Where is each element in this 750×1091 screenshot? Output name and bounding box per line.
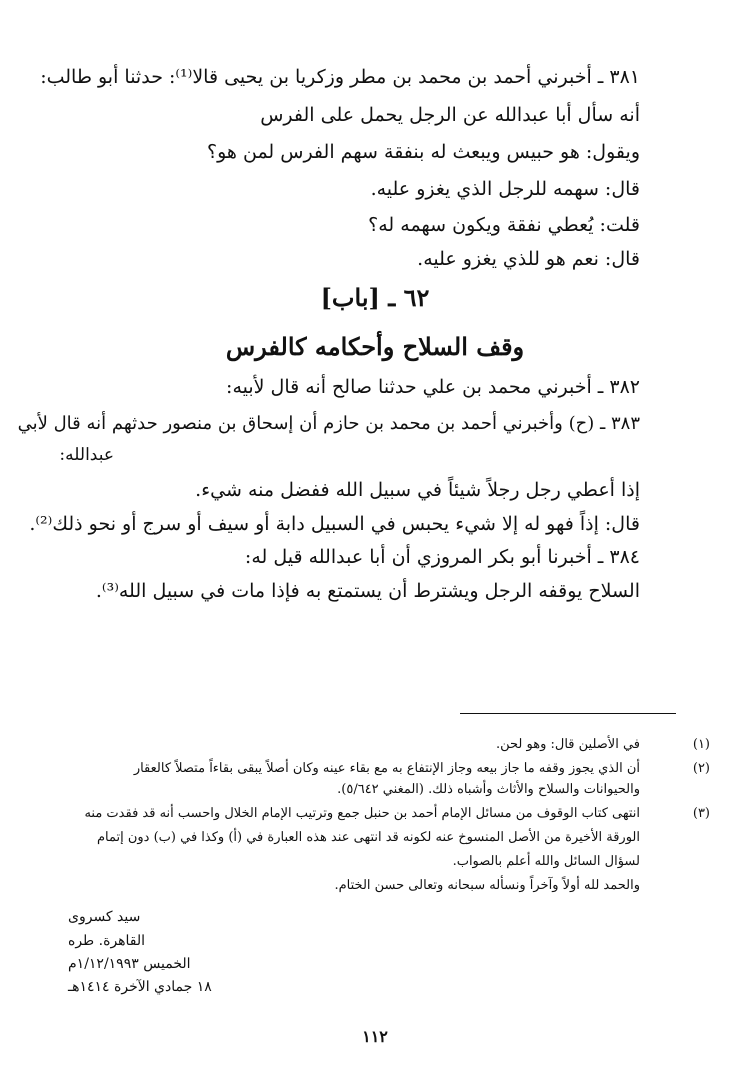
footnote-line: والحيوانات والسلاح والأثاث وأشباه ذلك. (المغني ٥/٦٤٢). [337,782,640,797]
text-line: ٣٨١ ـ أخبرني أحمد بن محمد بن مطر وزكريا بن يحيى قالا⁽¹⁾: حدثنا أبو طالب: [40,66,640,88]
text-line: ٣٨٤ ـ أخبرنا أبو بكر المروزي أن أبا عبدالله قيل له: [244,546,640,568]
footnote-number: (٢) [692,761,710,776]
text-line: قال: نعم هو للذي يغزو عليه. [417,248,640,270]
text-line: ويقول: هو حبيس ويبعث له بنفقة سهم الفرس لمن هو؟ [207,141,640,163]
footnote-number: (٣) [692,806,710,821]
signature-line: القاهرة. طره [68,933,146,949]
page-number: ١١٢ [362,1027,388,1046]
text-line: إذا أعطي رجل رجلاً شيئاً في سبيل الله ففضل منه شيء. [195,479,640,501]
text-line: قال: إذاً فهو له إلا شيء يحبس في السبيل دابة أو سيف أو سرج أو نحو ذلك⁽²⁾. [29,513,640,535]
footnote-line: انتهى كتاب الوقوف من مسائل الإمام أحمد بن حنبل جمع وترتيب الإمام الخلال واحسب أنه قد فقدت منه [84,806,640,821]
text-line: ٣٨٣ ـ (ح) وأخبرني أحمد بن محمد بن حازم أن إسحاق بن منصور حدثهم أنه قال لأبي [17,413,640,434]
text-line: قال: سهمه للرجل الذي يغزو عليه. [370,178,640,200]
footnote-number: (١) [692,737,710,752]
footnote-line: لسؤال السائل والله أعلم بالصواب. [452,854,640,869]
signature-line: الخميس ١/١٢/١٩٩٣م [68,956,191,972]
text-line: قلت: يُعطي نفقة ويكون سهمه له؟ [368,214,640,236]
text-line: السلاح يوقفه الرجل ويشترط أن يستمتع به فإذا مات في سبيل الله⁽³⁾. [95,580,640,602]
text-line: أنه سأل أبا عبدالله عن الرجل يحمل على الفرس [260,104,640,126]
footnote-line: والحمد لله أولاً وآخراً ونسأله سبحانه وتعالى حسن الختام. [334,878,640,893]
chapter-number: ٦٢ ـ [باب] [320,283,430,312]
signature-line: ١٨ جمادي الآخرة ١٤١٤هـ [68,979,212,995]
chapter-title: وقف السلاح وأحكامه كالفرس [225,332,525,361]
text-line: ٣٨٢ ـ أخبرني محمد بن علي حدثنا صالح أنه قال لأبيه: [226,376,640,398]
footnote-line: الورقة الأخيرة من الأصل المنسوخ عنه لكونه قد انتهى عند هذه العبارة في (أ) وكذا في (ب) دون إتمام [96,830,640,845]
text-line: عبدالله: [59,445,114,465]
signature-line: سيد كسروى [68,909,141,925]
footnote-line: في الأصلين قال: وهو لحن. [496,737,640,752]
footnote-separator [460,713,676,714]
footnote-line: أن الذي يجوز وقفه ما جاز بيعه وجاز الإنتفاع به مع بقاء عينه وكان أصلاً يبقى بقاءاً متصلاً كالعقار [133,761,640,776]
